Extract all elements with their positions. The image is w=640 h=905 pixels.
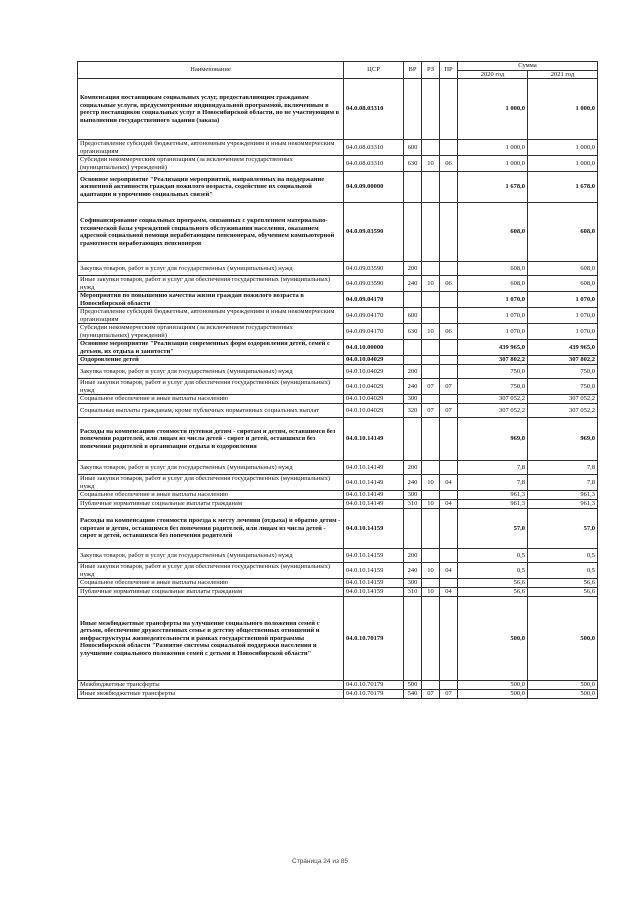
row-sum-2021: 750,0 (528, 365, 598, 379)
row-sum-2021: 500,0 (528, 690, 598, 699)
row-vr: 240 (404, 276, 422, 292)
row-sum-2021: 56,6 (528, 579, 598, 588)
row-sum-2020: 307 052,2 (458, 404, 528, 418)
row-name: Иные закупки товаров, работ и услуг для обеспечения государственных (муниципальных) нужд (78, 475, 344, 491)
table-row (78, 461, 598, 475)
row-sum-2020: 7,8 (458, 461, 528, 475)
table-row (78, 597, 598, 681)
row-pr: 04 (440, 475, 458, 491)
row-csr: 04.0.10.14159 (344, 579, 404, 588)
row-rz (422, 491, 440, 500)
row-pr (440, 418, 458, 461)
row-vr (404, 340, 422, 356)
row-vr (404, 79, 422, 140)
row-vr: 200 (404, 262, 422, 276)
row-vr (404, 203, 422, 262)
row-pr (440, 365, 458, 379)
row-pr (440, 79, 458, 140)
table-row (78, 690, 598, 699)
row-csr: 04.0.10.70179 (344, 597, 404, 681)
row-csr: 04.0.10.14159 (344, 588, 404, 597)
row-pr: 07 (440, 379, 458, 395)
row-name: Оздоровление детей (78, 356, 344, 365)
header-year-2021: 2021 год (528, 70, 598, 79)
table-row (78, 140, 598, 156)
table-row (78, 203, 598, 262)
row-name: Закупка товаров, работ и услуг для государственных (муниципальных) нужд (78, 549, 344, 563)
row-csr: 04.0.09.04170 (344, 308, 404, 324)
row-sum-2020: 0,5 (458, 563, 528, 579)
header-vr: ВР (404, 62, 422, 79)
header-name: Наименование (78, 62, 344, 79)
row-vr: 540 (404, 690, 422, 699)
row-sum-2021: 0,5 (528, 549, 598, 563)
row-rz (422, 203, 440, 262)
row-pr (440, 292, 458, 308)
row-rz (422, 79, 440, 140)
row-rz (422, 365, 440, 379)
row-rz (422, 549, 440, 563)
table-body (78, 79, 598, 699)
row-sum-2020: 56,6 (458, 588, 528, 597)
row-vr: 500 (404, 681, 422, 690)
row-rz: 10 (422, 324, 440, 340)
row-rz (422, 509, 440, 549)
row-csr: 04.0.10.70179 (344, 690, 404, 699)
row-vr: 300 (404, 491, 422, 500)
row-sum-2021: 750,0 (528, 379, 598, 395)
row-name: Публичные нормативные социальные выплаты гражданам (78, 500, 344, 509)
row-sum-2021: 608,0 (528, 262, 598, 276)
table-row (78, 308, 598, 324)
row-sum-2020: 1 070,0 (458, 324, 528, 340)
header-csr: ЦСР (344, 62, 404, 79)
table-row (78, 156, 598, 172)
row-csr: 04.0.10.14149 (344, 491, 404, 500)
header-rz: РЗ (422, 62, 440, 79)
row-name: Компенсация поставщикам социальных услуг, предоставляющим гражданам социальные услуги, предусмотренные индивидуальной программой, включенным в реестр поставщиков социальных услуг в Новосибирской области, но не участвующим в выполнении государственного задания (заказа) (78, 79, 344, 140)
row-csr: 04.0.10.04029 (344, 365, 404, 379)
row-name: Предоставление субсидий бюджетным, автономным учреждениям и иным некоммерческим организациям (78, 308, 344, 324)
row-rz (422, 356, 440, 365)
row-name: Закупка товаров, работ и услуг для государственных (муниципальных) нужд (78, 461, 344, 475)
row-sum-2021: 1 678,0 (528, 172, 598, 203)
row-pr: 07 (440, 690, 458, 699)
row-sum-2020: 608,0 (458, 262, 528, 276)
row-sum-2021: 307 052,2 (528, 395, 598, 404)
row-vr: 630 (404, 156, 422, 172)
row-rz (422, 262, 440, 276)
row-sum-2020: 0,5 (458, 549, 528, 563)
row-vr: 600 (404, 308, 422, 324)
row-sum-2020: 57,0 (458, 509, 528, 549)
row-csr: 04.0.08.03310 (344, 79, 404, 140)
row-sum-2021: 961,3 (528, 500, 598, 509)
table-row (78, 404, 598, 418)
row-rz (422, 418, 440, 461)
row-vr (404, 292, 422, 308)
header-pr: ПР (440, 62, 458, 79)
row-sum-2021: 608,0 (528, 276, 598, 292)
row-name: Предоставление субсидий бюджетным, автономным учреждениям и иным некоммерческим организациям (78, 140, 344, 156)
row-sum-2021: 1 070,0 (528, 292, 598, 308)
row-rz: 10 (422, 588, 440, 597)
row-vr: 600 (404, 140, 422, 156)
row-sum-2020: 750,0 (458, 365, 528, 379)
row-vr: 240 (404, 379, 422, 395)
row-pr (440, 262, 458, 276)
row-vr: 300 (404, 579, 422, 588)
row-sum-2020: 307 052,2 (458, 395, 528, 404)
row-rz (422, 292, 440, 308)
row-sum-2021: 7,8 (528, 475, 598, 491)
row-pr (440, 203, 458, 262)
table-row (78, 365, 598, 379)
row-rz (422, 340, 440, 356)
table-row (78, 292, 598, 308)
row-csr: 04.0.09.00000 (344, 172, 404, 203)
row-sum-2020: 500,0 (458, 681, 528, 690)
row-csr: 04.0.10.14149 (344, 500, 404, 509)
row-csr: 04.0.09.03590 (344, 203, 404, 262)
row-name: Публичные нормативные социальные выплаты гражданам (78, 588, 344, 597)
row-name: Расходы на компенсацию стоимости путевки детям - сиротам и детям, оставшимся без попечения родителей, или лицам из числа детей - сирот и детей, оставшихся без попечения родителей в организации отдыха и оздоровления (78, 418, 344, 461)
row-rz: 10 (422, 156, 440, 172)
row-pr (440, 681, 458, 690)
table-row (78, 395, 598, 404)
row-pr (440, 579, 458, 588)
row-rz (422, 579, 440, 588)
row-sum-2020: 7,8 (458, 475, 528, 491)
row-vr: 200 (404, 365, 422, 379)
row-csr: 04.0.09.03590 (344, 276, 404, 292)
row-pr (440, 140, 458, 156)
row-csr: 04.0.10.14159 (344, 549, 404, 563)
table-row (78, 172, 598, 203)
table-row (78, 418, 598, 461)
row-name: Иные межбюджетные трансферты (78, 690, 344, 699)
row-csr: 04.0.10.04029 (344, 404, 404, 418)
row-sum-2021: 500,0 (528, 681, 598, 690)
header-sum: Сумма (458, 62, 598, 71)
row-pr: 06 (440, 276, 458, 292)
table-row (78, 79, 598, 140)
table-row (78, 340, 598, 356)
row-csr: 04.0.10.14159 (344, 509, 404, 549)
row-sum-2021: 500,0 (528, 597, 598, 681)
row-pr (440, 461, 458, 475)
row-sum-2020: 961,3 (458, 500, 528, 509)
row-csr: 04.0.08.03310 (344, 156, 404, 172)
table-row (78, 475, 598, 491)
row-pr: 06 (440, 324, 458, 340)
row-pr (440, 549, 458, 563)
row-rz (422, 140, 440, 156)
page-number: Страница 24 из 85 (292, 858, 348, 865)
row-sum-2021: 7,8 (528, 461, 598, 475)
row-csr: 04.0.10.04029 (344, 395, 404, 404)
row-name: Иные закупки товаров, работ и услуг для обеспечения государственных (муниципальных) нужд (78, 563, 344, 579)
row-vr: 320 (404, 404, 422, 418)
row-sum-2021: 439 965,0 (528, 340, 598, 356)
table-row (78, 276, 598, 292)
row-csr: 04.0.10.14149 (344, 475, 404, 491)
row-vr (404, 418, 422, 461)
row-sum-2020: 969,0 (458, 418, 528, 461)
row-name: Закупка товаров, работ и услуг для государственных (муниципальных) нужд (78, 365, 344, 379)
row-name: Иные закупки товаров, работ и услуг для обеспечения государственных (муниципальных) нужд (78, 379, 344, 395)
row-sum-2020: 500,0 (458, 690, 528, 699)
row-rz: 07 (422, 690, 440, 699)
row-vr: 300 (404, 395, 422, 404)
row-pr (440, 172, 458, 203)
row-sum-2021: 307 802,2 (528, 356, 598, 365)
row-vr: 240 (404, 563, 422, 579)
row-rz (422, 681, 440, 690)
row-name: Социальные выплаты гражданам, кроме публичных нормативных социальных выплат (78, 404, 344, 418)
row-sum-2020: 1 000,0 (458, 79, 528, 140)
row-sum-2021: 1 000,0 (528, 79, 598, 140)
row-rz (422, 597, 440, 681)
row-rz (422, 461, 440, 475)
row-sum-2020: 439 965,0 (458, 340, 528, 356)
row-vr: 630 (404, 324, 422, 340)
table-row (78, 356, 598, 365)
row-pr (440, 356, 458, 365)
table-row (78, 262, 598, 276)
row-sum-2020: 500,0 (458, 597, 528, 681)
table-row (78, 324, 598, 340)
row-name: Расходы на компенсацию стоимости проезда к месту лечения (отдыха) и обратно детям - сиротам и детям, оставшимся без попечения родителей, или лицам из числа детей - сирот и детей, оставшихся без попечения родителей (78, 509, 344, 549)
table-row (78, 563, 598, 579)
table-row (78, 379, 598, 395)
table-row (78, 579, 598, 588)
row-vr: 310 (404, 588, 422, 597)
row-pr: 04 (440, 563, 458, 579)
row-vr (404, 597, 422, 681)
row-sum-2020: 1 070,0 (458, 308, 528, 324)
row-name: Основное мероприятие "Реализация мероприятий, направленных на поддержание жизненной активности граждан пожилого возраста, содействие их социальной адаптации и упрочению социальных связей" (78, 172, 344, 203)
row-csr: 04.0.10.70179 (344, 681, 404, 690)
row-sum-2020: 608,0 (458, 203, 528, 262)
row-csr: 04.0.10.00000 (344, 340, 404, 356)
row-sum-2021: 0,5 (528, 563, 598, 579)
row-rz: 07 (422, 379, 440, 395)
row-sum-2021: 608,0 (528, 203, 598, 262)
row-sum-2020: 56,6 (458, 579, 528, 588)
row-rz (422, 308, 440, 324)
row-sum-2021: 961,3 (528, 491, 598, 500)
table-row (78, 500, 598, 509)
row-pr: 04 (440, 500, 458, 509)
row-sum-2021: 1 070,0 (528, 308, 598, 324)
row-name: Иные межбюджетные трансферты на улучшение социального положения семей с детьми, обеспечение дружественных семье и детству общественных отношений и инфраструктуры жизнедеятельности в рамках государственной программы Новосибирской области "Развитие системы социальной поддержки населения и улучшение социального положения семей с детьми в Новосибирской области" (78, 597, 344, 681)
table-row (78, 491, 598, 500)
row-name: Софинансирование социальных программ, связанных с укреплением материально-технической базы учреждений социального обслуживания населения, оказанием адресной социальной помощи неработающим пенсионерам, обучением компьютерной грамотности неработающих пенсионеров (78, 203, 344, 262)
row-sum-2021: 307 052,2 (528, 404, 598, 418)
row-csr: 04.0.09.03590 (344, 262, 404, 276)
row-csr: 04.0.10.04029 (344, 356, 404, 365)
row-pr: 07 (440, 404, 458, 418)
row-rz (422, 172, 440, 203)
table-row (78, 509, 598, 549)
row-sum-2020: 1 000,0 (458, 156, 528, 172)
row-sum-2020: 608,0 (458, 276, 528, 292)
row-name: Социальное обеспечение и иные выплаты населению (78, 579, 344, 588)
row-sum-2021: 56,6 (528, 588, 598, 597)
table-row (78, 588, 598, 597)
row-pr: 06 (440, 156, 458, 172)
row-sum-2020: 1 678,0 (458, 172, 528, 203)
row-rz: 10 (422, 563, 440, 579)
row-rz: 10 (422, 276, 440, 292)
row-pr (440, 395, 458, 404)
row-pr (440, 308, 458, 324)
row-name: Мероприятия по повышению качества жизни граждан пожилого возраста в Новосибирской области (78, 292, 344, 308)
row-csr: 04.0.10.14159 (344, 563, 404, 579)
row-sum-2021: 1 000,0 (528, 140, 598, 156)
table-row (78, 549, 598, 563)
row-name: Основное мероприятие "Реализация современных форм оздоровления детей, семей с детьми, их отдыха и занятости" (78, 340, 344, 356)
row-vr (404, 172, 422, 203)
budget-table (77, 61, 598, 699)
row-pr (440, 509, 458, 549)
row-csr: 04.0.10.04029 (344, 379, 404, 395)
header-year-2020: 2020 год (458, 70, 528, 79)
row-name: Межбюджетные трансферты (78, 681, 344, 690)
table-row (78, 681, 598, 690)
row-sum-2020: 307 802,2 (458, 356, 528, 365)
row-sum-2020: 750,0 (458, 379, 528, 395)
row-name: Субсидии некоммерческим организациям (за исключением государственных (муниципальных) учреждений) (78, 156, 344, 172)
row-rz: 10 (422, 475, 440, 491)
row-name: Социальное обеспечение и иные выплаты населению (78, 491, 344, 500)
row-pr (440, 340, 458, 356)
row-sum-2020: 1 070,0 (458, 292, 528, 308)
row-sum-2020: 961,3 (458, 491, 528, 500)
row-vr: 200 (404, 461, 422, 475)
row-csr: 04.0.10.14149 (344, 461, 404, 475)
row-pr: 04 (440, 588, 458, 597)
row-vr: 200 (404, 549, 422, 563)
row-csr: 04.0.10.14149 (344, 418, 404, 461)
row-name: Иные закупки товаров, работ и услуг для обеспечения государственных (муниципальных) нужд (78, 276, 344, 292)
row-csr: 04.0.09.04170 (344, 324, 404, 340)
row-rz: 07 (422, 404, 440, 418)
row-sum-2021: 1 070,0 (528, 324, 598, 340)
row-sum-2021: 57,0 (528, 509, 598, 549)
row-pr (440, 597, 458, 681)
row-pr (440, 491, 458, 500)
table-header (78, 62, 598, 79)
row-name: Социальное обеспечение и иные выплаты населению (78, 395, 344, 404)
row-sum-2020: 1 000,0 (458, 140, 528, 156)
row-csr: 04.0.08.03310 (344, 140, 404, 156)
row-name: Субсидии некоммерческим организациям (за исключением государственных (муниципальных) учреждений) (78, 324, 344, 340)
row-vr (404, 356, 422, 365)
row-vr: 240 (404, 475, 422, 491)
row-csr: 04.0.09.04170 (344, 292, 404, 308)
row-vr: 310 (404, 500, 422, 509)
row-sum-2021: 1 000,0 (528, 156, 598, 172)
row-vr (404, 509, 422, 549)
row-name: Закупка товаров, работ и услуг для государственных (муниципальных) нужд (78, 262, 344, 276)
row-sum-2021: 969,0 (528, 418, 598, 461)
row-rz: 10 (422, 500, 440, 509)
row-rz (422, 395, 440, 404)
